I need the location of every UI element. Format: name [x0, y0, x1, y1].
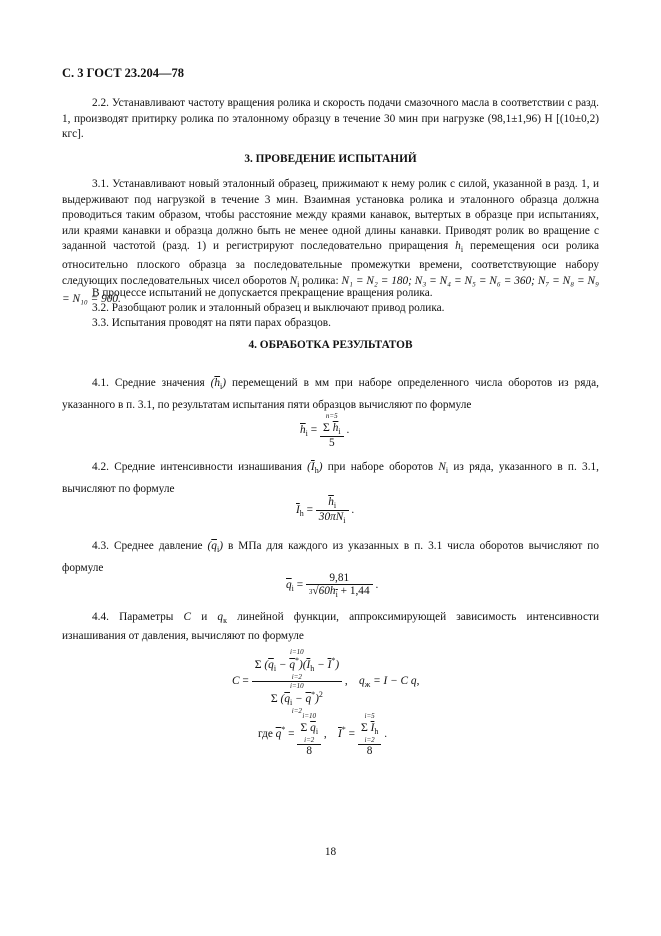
formula-5-q: $\overline{q}$ [275, 728, 282, 741]
formula-1-fraction: n=5 Σ $\overline{h}_i$ 5 [320, 412, 344, 449]
paragraph-4-4 [62, 610, 599, 644]
paragraph-4-3-text-a: 4.3. Среднее давление [92, 540, 203, 552]
paragraph-3-1-values: N₁ = N₂ = 180; N₃ = N₄ = N₅ = N₆ = 360; N₇ = N₈ = N₉ = N₁₀ = 900. [62, 274, 599, 306]
paragraph-3-1-text-c: ролика: [302, 274, 339, 287]
paragraph-3-1-text-a: 3.1. Устанавливают новый эталонный образец, прижимают к нему ролик с силой, указанной в разд. 1, и выдерживают под нагрузкой в течение 3 мин. Взаимная установка ролика и эталонного образца должна проводиться таким образом, чтобы расстояние между краями канавок, вытертых в образце при испытаниях, или краями канавки и образца должно быть не менее одной длины канавки. Приводят ролик во вращение с заданной частотой (разд. 1) и регистрируют последовательно приращения [62, 178, 599, 253]
formula-4-fraction: i=10 Σ $(\overline{q}_i - \overline{q}^*)(\overline{I}_h - \overline{I}^*)$ i=2 i=10 Σ $(\overline{q}_i - \overline{q}^*)^2$ i=2 [252, 648, 343, 715]
paragraph-4-3-text-b: в МПа для каждого из указанных в п. 3.1 числа оборотов вычисляют по формуле [62, 540, 600, 574]
formula-linear-params: C = i=10 Σ $(\overline{q}_i - \overline{q}^*)(\overline{I}_h - \overline{I}^*)$ i=2 i=10 Σ $(\overline{q}_i - \overline{q}^*)^2$ i=2 , $q_ж = I - C$ q, [232, 648, 420, 715]
formula-2-lhs: $\overline{I}$ [296, 504, 300, 517]
section-4-heading: 4. ОБРАБОТКА РЕЗУЛЬТАТОВ [248, 339, 413, 351]
paragraph-3-2: 3.2. Разобщают ролик и эталонный образец и выключают привод ролика. [92, 302, 445, 314]
formula-5-fraction-I: i=5 Σ $\overline{I}_h$ i=2 8 [358, 712, 382, 757]
formula-4-minus: − C q [390, 675, 417, 688]
symbol-Ni: $N_i$ [438, 461, 449, 475]
paragraph-4-2-text-c: из ряда, указанного в п. 3.1, вычисляют по формуле [62, 461, 599, 495]
paragraph-2-2 [62, 96, 599, 143]
paragraph-4-2-text-b: при наборе оборотов [327, 461, 434, 473]
paragraph-4-1 [62, 374, 599, 415]
formula-4-qk: $q_ж$ [359, 675, 371, 690]
formula-means-star: где $\overline{q}^*$ = i=10 Σ $\overline{q}_i$ i=2 8 , $\overline{I}^*$ = i=5 Σ $\overline{I}_h$ i=2 8 . [258, 712, 388, 757]
formula-mean-h: $\overline{h}_i$ = n=5 Σ $\overline{h}_i$ 5 . [300, 412, 350, 449]
formula-5-I: $\overline{I}$ [338, 728, 342, 741]
formula-5-fraction-q: i=10 Σ $\overline{q}_i$ i=2 8 [297, 712, 321, 757]
formula-3-fraction: $\frac{9,81}{3√60h_i + 1,44}$ [306, 572, 373, 599]
page-number: 18 [324, 846, 337, 858]
formula-1-lhs: $\overline{h}$ [300, 424, 306, 437]
paragraph-3-1-text-b: перемещения оси ролика относительно плоского образца за последовательные промежутки времени, соответствующие набору следующих последовательных чисел оборотов [62, 240, 600, 287]
paragraph-4-4-and: и [201, 611, 208, 623]
page-header: С. 3 ГОСТ 23.204—78 [62, 66, 185, 80]
paragraph-4-1-text-a: 4.1. Средние значения [92, 377, 205, 389]
symbol-qk: $q_к$ [217, 611, 227, 625]
symbol-q-mean: $(\overline{q}_i)$ [207, 540, 223, 554]
paragraph-4-1-text-b: перемещений в мм при наборе определенного числа оборотов из ряда, указанного в п. 3.1, по результатам испытания пяти образцов вычисляют по формуле [62, 377, 599, 411]
paragraph-3-3: 3.3. Испытания проводят на пяти парах образцов. [92, 317, 331, 329]
section-3-heading: 3. ПРОВЕДЕНИЕ ИСПЫТАНИЙ [244, 153, 417, 165]
formula-pressure: $\overline{q}_i$ = $\frac{9,81}{3√60h_i + 1,44}$ . [286, 572, 379, 599]
symbol-C: C [183, 611, 192, 623]
paragraph-4-4-text-b: линейной функции, аппроксимирующей зависимость интенсивности изнашивания от давления, вычисляют по формуле [62, 611, 599, 642]
symbol-N: $N_i$ [289, 274, 300, 289]
symbol-h-mean: $(\overline{h}_i)$ [210, 377, 227, 391]
formula-4-eq: = I [373, 675, 388, 688]
paragraph-4-2-text-a: 4.2. Средние интенсивности изнашивания [92, 461, 302, 473]
formula-4-C: C [232, 675, 240, 688]
formula-2-fraction: $\frac{\overline{h}_i}{30\pi N_i}$ [316, 496, 349, 525]
formula-intensity: $\overline{I}_h$ = $\frac{\overline{h}_i}{30\pi N_i}$ . [296, 496, 355, 525]
formula-5-label: где [258, 728, 273, 741]
paragraph-4-4-text-a: 4.4. Параметры [92, 611, 174, 623]
paragraph-4-2 [62, 458, 599, 499]
paragraph-3-1-note: В процессе испытаний не допускается прекращение вращения ролика. [92, 287, 433, 299]
paragraph-2-2-text: 2.2. Устанавливают частоту вращения ролика и скорость подачи смазочного масла в соответствии с разд. 1, производят притирку ролика по эталонному образцу в течение 30 мин при нагрузке (98,1±1,96) Н [(10±0,2) кгс]. [62, 97, 599, 141]
formula-3-lhs: $\overline{q}$ [286, 579, 292, 592]
symbol-h: $h_i$ [455, 240, 464, 255]
symbol-I-mean: $(\overline{I}_h)$ [307, 461, 323, 475]
